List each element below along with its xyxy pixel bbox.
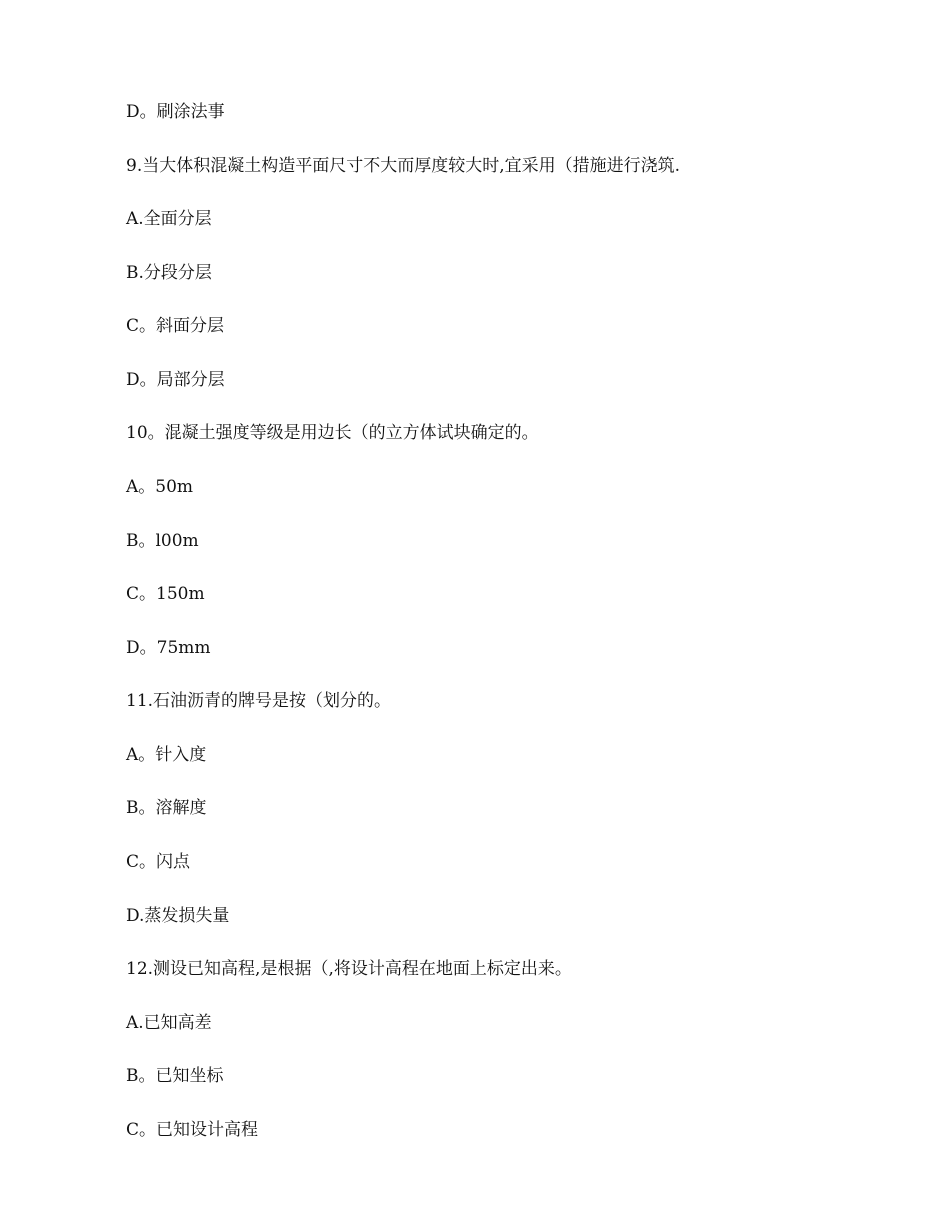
option-c-q10: C。150m (126, 584, 205, 604)
option-a-q11: A。针入度 (126, 745, 207, 765)
option-d-q8: D。刷涂法事 (126, 102, 225, 122)
option-c-q11: C。闪点 (126, 852, 191, 872)
option-d-q9: D。局部分层 (126, 370, 225, 390)
option-a-q9: A.全面分层 (126, 209, 212, 229)
option-b-q12: B。已知坐标 (126, 1066, 224, 1086)
question-11: 11.石油沥青的牌号是按（划分的。 (126, 691, 392, 711)
question-12: 12.测设已知高程,是根据（,将设计高程在地面上标定出来。 (126, 959, 572, 979)
option-a-q12: A.已知高差 (126, 1013, 212, 1033)
question-10: 10。混凝土强度等级是用边长（的立方体试块确定的。 (126, 423, 539, 443)
option-a-q10: A。50m (126, 477, 194, 497)
question-9: 9.当大体积混凝土构造平面尺寸不大而厚度较大时,宜采用（措施进行浇筑. (126, 156, 681, 176)
option-b-q11: B。溶解度 (126, 798, 207, 818)
option-d-q10: D。75mm (126, 638, 211, 658)
option-d-q11: D.蒸发损失量 (126, 906, 230, 926)
option-c-q12: C。已知设计高程 (126, 1120, 259, 1140)
option-c-q9: C。斜面分层 (126, 316, 225, 336)
option-b-q10: B。l00m (126, 531, 199, 551)
option-b-q9: B.分段分层 (126, 263, 212, 283)
